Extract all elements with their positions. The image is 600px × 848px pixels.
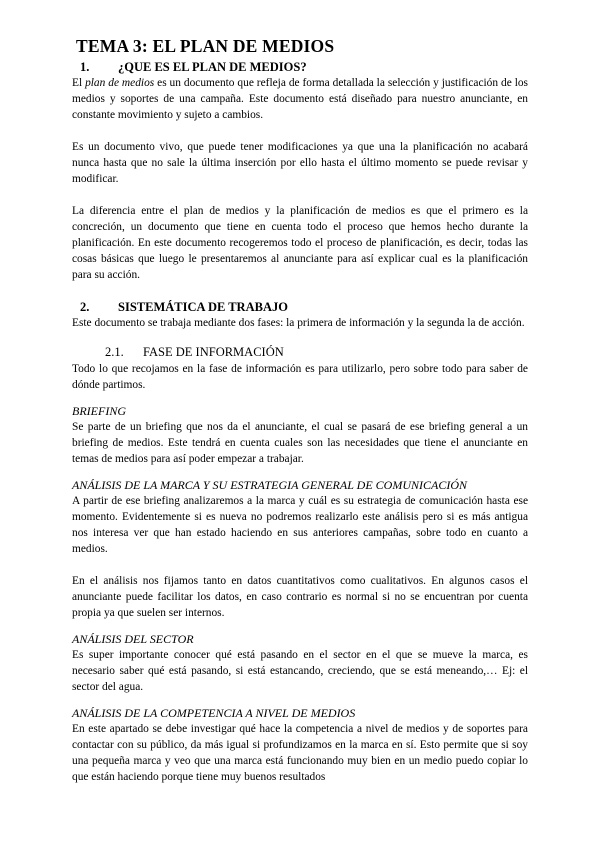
section-2-1-number: 2.1. bbox=[105, 345, 124, 359]
competencia-paragraph: En este apartado se debe investigar qué hace la competencia a nivel de medios y de soportes para contactar con su público, da más igual si profundizamos en la marca en sí. Esto permite que si soy una pequeña marca y veo que una marca está funcionando muy bien en un medio puedo copiar lo que están haciendo porque tiene muy buenos resultados bbox=[72, 723, 528, 783]
section-1-title: ¿QUE ES EL PLAN DE MEDIOS? bbox=[118, 60, 307, 74]
section-2-1-title: FASE DE INFORMACIÓN bbox=[143, 345, 284, 359]
section-2-paragraph-1: Este documento se trabaja mediante dos fases: la primera de información y la segunda la de acción. bbox=[72, 317, 525, 329]
briefing-paragraph: Se parte de un briefing que nos da el anunciante, el cual se pasará de ese briefing general a un briefing de medios. Este tendrá en cuenta cuales son las necesidades que tiene el anunciante en temas de medios para así poder empezar a trabajar. bbox=[72, 421, 528, 465]
competencia-heading: ANÁLISIS DE LA COMPETENCIA A NIVEL DE MEDIOS bbox=[72, 706, 356, 720]
document-page bbox=[72, 36, 528, 785]
sector-heading: ANÁLISIS DEL SECTOR bbox=[72, 632, 194, 646]
section-2-1-heading bbox=[72, 344, 528, 361]
briefing-heading: BRIEFING bbox=[72, 404, 126, 418]
sector-paragraph: Es super importante conocer qué está pasando en el sector en el que se mueve la marca, es necesario saber qué está pasando, si está estancando, creciendo, que se está meneando,… Ej: el sector del agua. bbox=[72, 649, 528, 693]
plan-de-medios-emphasis: plan de medios bbox=[85, 77, 155, 89]
section-1-paragraph-2: Es un documento vivo, que puede tener modificaciones ya que una la planificación no acabará nunca hasta que no sale la última inserción por ello hasta el último momento se puede revisar y modificar. bbox=[72, 141, 528, 185]
section-1-paragraph-1: El plan de medios es un documento que refleja de forma detallada la selección y justificación de los medios y soportes de una campaña. Este documento está diseñado para nuestro anunciante, en constante movimiento y sujeto a cambios. bbox=[72, 77, 528, 121]
section-1-number: 1. bbox=[80, 60, 90, 74]
section-2-title: SISTEMÁTICA DE TRABAJO bbox=[118, 300, 288, 314]
section-2-heading bbox=[72, 299, 528, 315]
marca-paragraph-1: A partir de ese briefing analizaremos a la marca y cuál es su estrategia de comunicación hasta ese momento. Evidentemente si es nueva no podremos realizarlo este análisis pero si es más antigua nos interesa ver que han estado haciendo en sus anteriores campañas, sobre todo en cuanto a medios. bbox=[72, 495, 528, 555]
marca-heading: ANÁLISIS DE LA MARCA Y SU ESTRATEGIA GENERAL DE COMUNICACIÓN bbox=[72, 478, 468, 492]
section-1-paragraph-3: La diferencia entre el plan de medios y la planificación de medios es que el primero es la concreción, un documento que tiene en cuenta todo el proceso que hemos hecho durante la planificación. En este documento recogeremos todo el proceso de planificación, es decir, todas las cosas básicas que luego le presentaremos al anunciante para así explicar cual es la planificación para su acción. bbox=[72, 205, 528, 281]
marca-paragraph-2: En el análisis nos fijamos tanto en datos cuantitativos como cualitativos. En algunos casos el anunciante puede facilitar los datos, en caso contrario es normal si no se encuentran por cuenta propia ya que suelen ser internos. bbox=[72, 575, 528, 619]
document-title: TEMA 3: EL PLAN DE MEDIOS bbox=[76, 36, 335, 56]
section-1-heading bbox=[72, 59, 528, 75]
section-2-number: 2. bbox=[80, 300, 90, 314]
section-2-1-paragraph-1: Todo lo que recojamos en la fase de información es para utilizarlo, pero sobre todo para saber de dónde partimos. bbox=[72, 363, 528, 391]
